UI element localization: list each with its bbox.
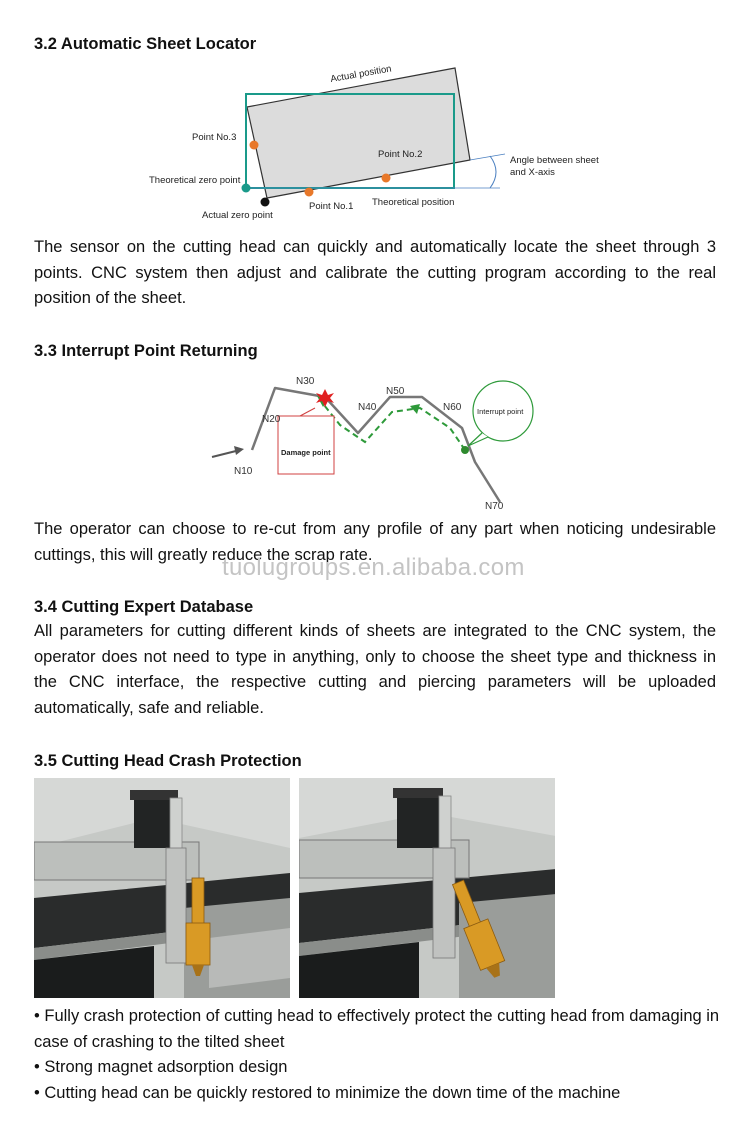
crash-protection-list: [34, 1004, 724, 1106]
n10-label: N10: [234, 466, 253, 477]
actual-zero-marker: [261, 198, 270, 207]
interrupt-point-label: Interrupt point: [477, 407, 524, 416]
point2-marker: [382, 174, 391, 183]
section-33-heading: 3.3 Interrupt Point Returning: [34, 342, 258, 360]
angle-label-line1: Angle between sheet: [510, 155, 599, 166]
n40-label: N40: [358, 402, 377, 413]
actual-position-label: Actual position: [329, 63, 393, 85]
interrupt-marker: [461, 446, 469, 454]
theoretical-zero-marker: [242, 184, 251, 193]
actual-sheet: [247, 68, 470, 198]
point3-marker: [250, 141, 259, 150]
angle-label-line2: and X-axis: [510, 167, 555, 178]
point1-marker: [305, 188, 314, 197]
n60-label: N60: [443, 402, 462, 413]
section-34-heading: 3.4 Cutting Expert Database: [34, 598, 254, 616]
section-33-body: The operator can choose to re-cut from any profile of any part when noticing undesirable cuttings, this will greatly reduce the scrap rate.: [34, 520, 716, 564]
section-35-heading: 3.5 Cutting Head Crash Protection: [34, 752, 302, 770]
angle-arc: [490, 156, 496, 188]
theoretical-zero-label: Theoretical zero point: [149, 175, 241, 186]
theoretical-position-label: Theoretical position: [372, 197, 455, 208]
section-34-body: All parameters for cutting different kinds of sheets are integrated to the CNC system, the operator does not need to type in anything, only to choose the sheet type and thickness in the CNC interface, the respective cutting and piercing parameters will be uploaded automatically, safe and reliable.: [34, 622, 716, 717]
bullet-item: • Fully crash protection of cutting head to effectively protect the cutting head from damaging in case of crashing to the tilted sheet: [34, 1007, 720, 1051]
n30-label: N30: [296, 376, 315, 387]
cutting-head-crash-image: [299, 778, 555, 998]
damage-point-label: Damage point: [281, 448, 331, 457]
cutting-head-normal-image: [34, 778, 290, 998]
n20-label: N20: [262, 414, 281, 425]
section-32-body: The sensor on the cutting head can quickly and automatically locate the sheet through 3 points. CNC system then adjust and calibrate the cutting program according to the real position of the sheet.: [34, 238, 716, 307]
watermark: tuolugroups.en.alibaba.com: [222, 554, 525, 581]
n70-label: N70: [485, 501, 504, 512]
section-32-heading: 3.2 Automatic Sheet Locator: [34, 35, 257, 53]
actual-zero-label: Actual zero point: [202, 210, 273, 221]
point1-label: Point No.1: [309, 201, 354, 212]
point2-label: Point No.2: [378, 149, 423, 160]
bullet-item: • Cutting head can be quickly restored to minimize the down time of the machine: [34, 1083, 621, 1102]
n50-label: N50: [386, 386, 405, 397]
sheet-locator-diagram: [140, 60, 620, 230]
interrupt-point-diagram: [200, 370, 550, 515]
bullet-item: • Strong magnet adsorption design: [34, 1058, 288, 1076]
point3-label: Point No.3: [192, 132, 237, 143]
damage-point-box: [278, 416, 334, 474]
